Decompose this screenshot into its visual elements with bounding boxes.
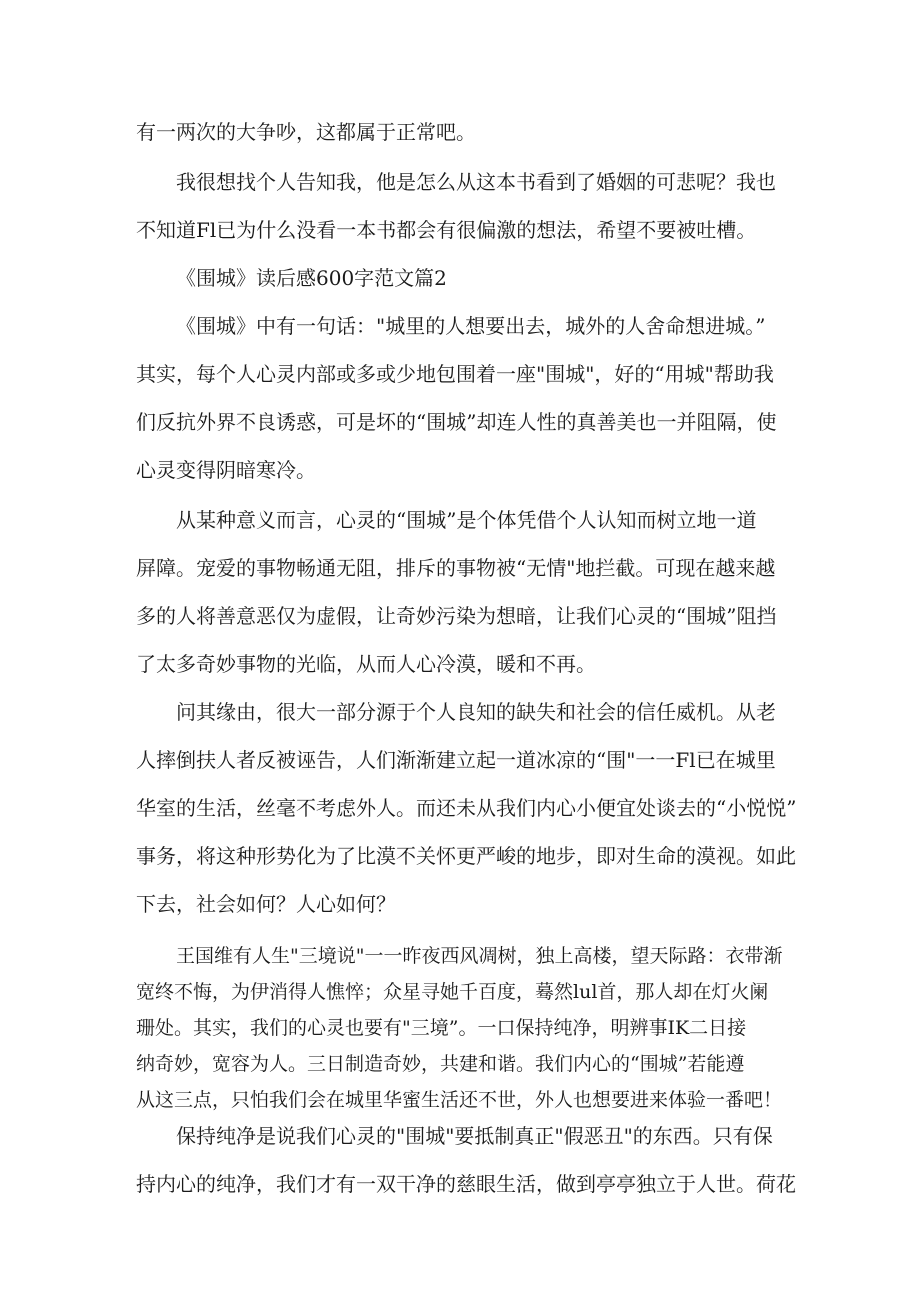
text-line: 有一两次的大争吵，这都属于正常吧。 [136, 120, 476, 144]
text-line: 问其缘由，很大一部分源于个人良知的缺失和社会的信任威机。从老 [176, 700, 776, 724]
text-line: 宽终不悔，为伊消得人憔悴；众星寻她千百度，蓦然lul首，那人却在灯火阑 [136, 981, 769, 1003]
text-line: 从这三点，只怕我们会在城里华蜜生活还不世，外人也想要进来体验一番吧！ [136, 1089, 783, 1111]
paragraph-5 [136, 688, 796, 928]
text-line: 其实，每个人心灵内部或多或少地包围着一座"围城"，好的“用城"帮助我 [136, 362, 774, 386]
text-line: 了太多奇妙事物的光临，从而人心冷漠，暖和不再。 [136, 652, 596, 676]
text-line: 保持纯净是说我们心灵的"围城"要抵制真正"假恶丑"的东西。只有保 [176, 1124, 773, 1148]
text-line: 王国维有人生"三境说"一一昨夜西风凋树，独上高楼，望天际路：衣带渐 [176, 945, 783, 967]
text-line: 珊处。其实，我们的心灵也要有"三境”。一口保持纯净，明辨事IK二日接 [136, 1017, 747, 1039]
text-line: 我很想找个人告知我，他是怎么从这本书看到了婚姻的可悲呢？我也 [176, 170, 776, 194]
text-line: 持内心的纯净，我们才有一双干净的慈眼生活，做到亭亭独立于人世。荷花 [136, 1172, 796, 1196]
text-line: 纳奇妙，宽容为人。三日制造奇妙，共建和谐。我们内心的“围城”若能遵 [136, 1053, 745, 1075]
text-line: 屏障。宠爱的事物畅通无阻，排斥的事物被“无情"地拦截。可现在越来越 [136, 556, 776, 580]
text-line: 们反抗外界不良诱惑，可是坏的“围城”却连人性的真善美也一并阻隔，使 [136, 410, 777, 434]
text-line: 心灵变得阴暗寒冷。 [136, 458, 316, 482]
paragraph-4 [136, 496, 796, 688]
text-line: 华室的生活，丝毫不考虑外人。而还未从我们内心小便宜处谈去的“小悦悦” [136, 796, 797, 820]
heading-text: 《围城》读后感600字范文篇2 [176, 266, 447, 290]
text-line: 下去，社会如何？人心如何？ [136, 892, 396, 916]
paragraph-7 [136, 1112, 796, 1208]
text-line: 事务，将这种形势化为了比漠不关怀更严峻的地步，即对生命的漠视。如此 [136, 844, 796, 868]
paragraph-1 [136, 108, 796, 156]
text-line: 《围城》中有一句话："城里的人想要出去，城外的人舍命想进城。” [176, 314, 766, 338]
text-line: 人摔倒扶人者反被诬告，人们渐渐建立起一道冰凉的“围"一一Fl已在城里 [136, 748, 776, 772]
paragraph-3 [136, 302, 796, 494]
text-line: 多的人将善意恶仅为虚假，让奇妙污染为想暗，让我们心灵的“围城”阻挡 [136, 604, 777, 628]
text-line: 从某种意义而言，心灵的“围城”是个体凭借个人认知而树立地一道 [176, 508, 757, 532]
paragraph-6 [136, 938, 798, 1118]
section-heading [176, 254, 796, 302]
paragraph-2 [136, 158, 796, 254]
text-line: 不知道Fl已为什么没看一本书都会有很偏激的想法，希望不要被吐槽。 [136, 218, 757, 242]
